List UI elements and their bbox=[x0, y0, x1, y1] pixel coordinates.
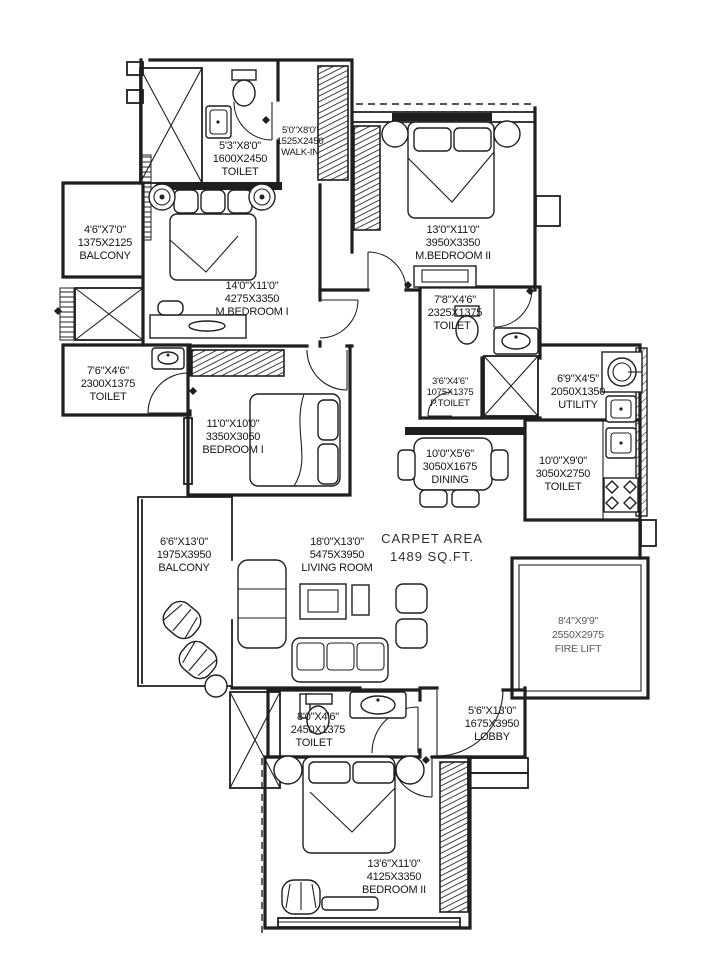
bedside-table bbox=[494, 121, 520, 147]
lounge-chair bbox=[158, 596, 206, 644]
door-arc bbox=[307, 350, 347, 390]
svg-text:2325X1375: 2325X1375 bbox=[427, 307, 483, 319]
svg-text:LOBBY: LOBBY bbox=[474, 731, 510, 743]
svg-text:1600X2450: 1600X2450 bbox=[212, 153, 268, 165]
svg-text:6'6"X13'0": 6'6"X13'0" bbox=[160, 536, 208, 548]
room-label-m-bedroom-1 bbox=[216, 280, 289, 318]
room-label-fire-lift bbox=[552, 615, 604, 655]
svg-text:7'8"X4'6": 7'8"X4'6" bbox=[433, 294, 477, 306]
room-label-bedroom-1 bbox=[202, 418, 263, 456]
door-arc bbox=[368, 252, 406, 290]
duct-panel bbox=[75, 288, 143, 340]
svg-text:TOILET: TOILET bbox=[89, 391, 127, 403]
svg-text:2550X2975: 2550X2975 bbox=[552, 629, 604, 641]
svg-text:1975X3950: 1975X3950 bbox=[156, 549, 212, 561]
pouf bbox=[396, 584, 427, 613]
svg-text:5'3"X8'0": 5'3"X8'0" bbox=[218, 140, 262, 152]
mbr2-sill-band bbox=[392, 113, 492, 121]
svg-text:4275X3350: 4275X3350 bbox=[224, 293, 280, 305]
svg-text:M.BEDROOM II: M.BEDROOM II bbox=[415, 250, 491, 262]
duct-panel bbox=[484, 356, 538, 416]
svg-text:1489 SQ.FT.: 1489 SQ.FT. bbox=[390, 549, 474, 564]
dining-partition-band bbox=[405, 427, 525, 435]
washbasin bbox=[152, 348, 184, 369]
kitchen-sink bbox=[606, 428, 636, 458]
svg-text:8'0"X4'6": 8'0"X4'6" bbox=[296, 711, 340, 723]
svg-text:1075X1375: 1075X1375 bbox=[426, 387, 474, 398]
svg-text:1675X3950: 1675X3950 bbox=[464, 718, 520, 730]
washing-machine bbox=[602, 352, 642, 392]
svg-text:5475X3950: 5475X3950 bbox=[309, 549, 365, 561]
carpet-area-label bbox=[381, 531, 483, 564]
room-label-utility bbox=[551, 373, 606, 411]
wardrobe bbox=[318, 66, 348, 180]
coffee-table bbox=[300, 584, 346, 619]
svg-text:BEDROOM II: BEDROOM II bbox=[361, 884, 427, 896]
svg-text:13'6"X11'0": 13'6"X11'0" bbox=[367, 858, 421, 870]
svg-text:1375X2125: 1375X2125 bbox=[77, 237, 133, 249]
planter bbox=[205, 675, 227, 697]
washbasin bbox=[494, 328, 538, 354]
svg-text:TOILET: TOILET bbox=[221, 166, 259, 178]
svg-text:10'0"X5'6": 10'0"X5'6" bbox=[426, 448, 474, 460]
room-label-toilet-left bbox=[81, 365, 136, 403]
svg-text:UTILITY: UTILITY bbox=[558, 399, 598, 411]
svg-text:BEDROOM I: BEDROOM I bbox=[202, 444, 264, 456]
svg-text:5'0"X8'0": 5'0"X8'0" bbox=[281, 125, 319, 136]
svg-text:LIVING ROOM: LIVING ROOM bbox=[301, 562, 373, 574]
svg-text:18'0"X13'0": 18'0"X13'0" bbox=[310, 536, 364, 548]
bedside-table bbox=[382, 121, 408, 147]
room-label-living-room bbox=[301, 536, 372, 574]
svg-text:TOILET: TOILET bbox=[544, 481, 582, 493]
wall-speaker bbox=[149, 184, 175, 210]
svg-text:WALK-IN: WALK-IN bbox=[281, 147, 319, 158]
svg-text:TOILET: TOILET bbox=[295, 737, 333, 749]
svg-text:CARPET AREA: CARPET AREA bbox=[381, 531, 483, 546]
hob bbox=[604, 478, 638, 512]
svg-text:3050X2750: 3050X2750 bbox=[535, 468, 591, 480]
svg-text:3'6"X4'6": 3'6"X4'6" bbox=[431, 376, 469, 387]
svg-text:6'9"X4'5": 6'9"X4'5" bbox=[556, 373, 600, 385]
room-label-balcony-bottom bbox=[157, 536, 212, 574]
svg-text:FIRE LIFT: FIRE LIFT bbox=[554, 643, 602, 655]
room-label-p-toilet bbox=[427, 376, 474, 409]
svg-text:8'4"X9'9": 8'4"X9'9" bbox=[557, 615, 599, 627]
wardrobe bbox=[354, 126, 380, 230]
svg-text:4125X3350: 4125X3350 bbox=[366, 871, 422, 883]
sofa-set bbox=[238, 560, 427, 682]
wall-speaker bbox=[249, 184, 275, 210]
wardrobe bbox=[192, 350, 284, 376]
svg-text:13'0"X11'0": 13'0"X11'0" bbox=[426, 224, 480, 236]
room-label-toilet-bottom bbox=[291, 711, 346, 749]
washbasin bbox=[350, 692, 406, 718]
svg-text:M.BEDROOM I: M.BEDROOM I bbox=[215, 306, 289, 318]
door-arc bbox=[148, 373, 188, 413]
double-bed bbox=[303, 757, 395, 853]
svg-text:2050X1350: 2050X1350 bbox=[550, 386, 606, 398]
bench bbox=[322, 897, 378, 910]
room-label-m-bedroom-2 bbox=[415, 224, 491, 262]
svg-text:2300X1375: 2300X1375 bbox=[80, 378, 136, 390]
fire-lift-shaft bbox=[512, 558, 648, 698]
double-bed bbox=[250, 394, 340, 486]
room-label-balcony-left bbox=[78, 224, 133, 262]
room-label-lobby bbox=[465, 705, 520, 743]
bedside-table bbox=[396, 756, 424, 784]
svg-text:3350X3050: 3350X3050 bbox=[205, 431, 261, 443]
door-arc bbox=[494, 289, 532, 327]
svg-text:BALCONY: BALCONY bbox=[158, 562, 210, 574]
wc bbox=[232, 70, 256, 106]
duct-panel bbox=[230, 692, 280, 788]
svg-text:2450X1375: 2450X1375 bbox=[290, 724, 346, 736]
svg-text:5'6"X13'0": 5'6"X13'0" bbox=[468, 705, 516, 717]
door-arc bbox=[320, 300, 358, 338]
svg-text:10'0"X9'0": 10'0"X9'0" bbox=[539, 455, 587, 467]
svg-text:14'0"X11'0": 14'0"X11'0" bbox=[225, 280, 279, 292]
svg-text:BALCONY: BALCONY bbox=[79, 250, 131, 262]
double-bed bbox=[170, 190, 256, 280]
svg-text:4'6"X7'0": 4'6"X7'0" bbox=[83, 224, 127, 236]
svg-text:3950X3350: 3950X3350 bbox=[425, 237, 481, 249]
bedside-table bbox=[274, 756, 302, 784]
pouf bbox=[396, 619, 427, 648]
double-bed bbox=[408, 122, 494, 218]
room-label-bedroom-2 bbox=[362, 858, 426, 896]
chair bbox=[282, 880, 320, 914]
svg-text:P.TOILET: P.TOILET bbox=[430, 398, 470, 409]
wardrobe bbox=[440, 762, 468, 912]
svg-text:1525X2450: 1525X2450 bbox=[276, 136, 324, 147]
room-label-toilet-top bbox=[213, 140, 268, 178]
svg-text:3050X1675: 3050X1675 bbox=[422, 461, 478, 473]
svg-text:7'6"X4'6": 7'6"X4'6" bbox=[86, 365, 130, 377]
room-label-walk-in bbox=[277, 125, 324, 158]
utility-sink bbox=[606, 396, 636, 422]
svg-text:11'0"X10'0": 11'0"X10'0" bbox=[206, 418, 260, 430]
room-label-toilet-right bbox=[536, 455, 591, 493]
washbasin bbox=[206, 106, 231, 138]
side-table bbox=[352, 585, 369, 615]
svg-text:TOILET: TOILET bbox=[433, 320, 471, 332]
svg-text:DINING: DINING bbox=[431, 474, 469, 486]
dresser bbox=[414, 266, 476, 287]
service-ledge bbox=[60, 288, 74, 340]
